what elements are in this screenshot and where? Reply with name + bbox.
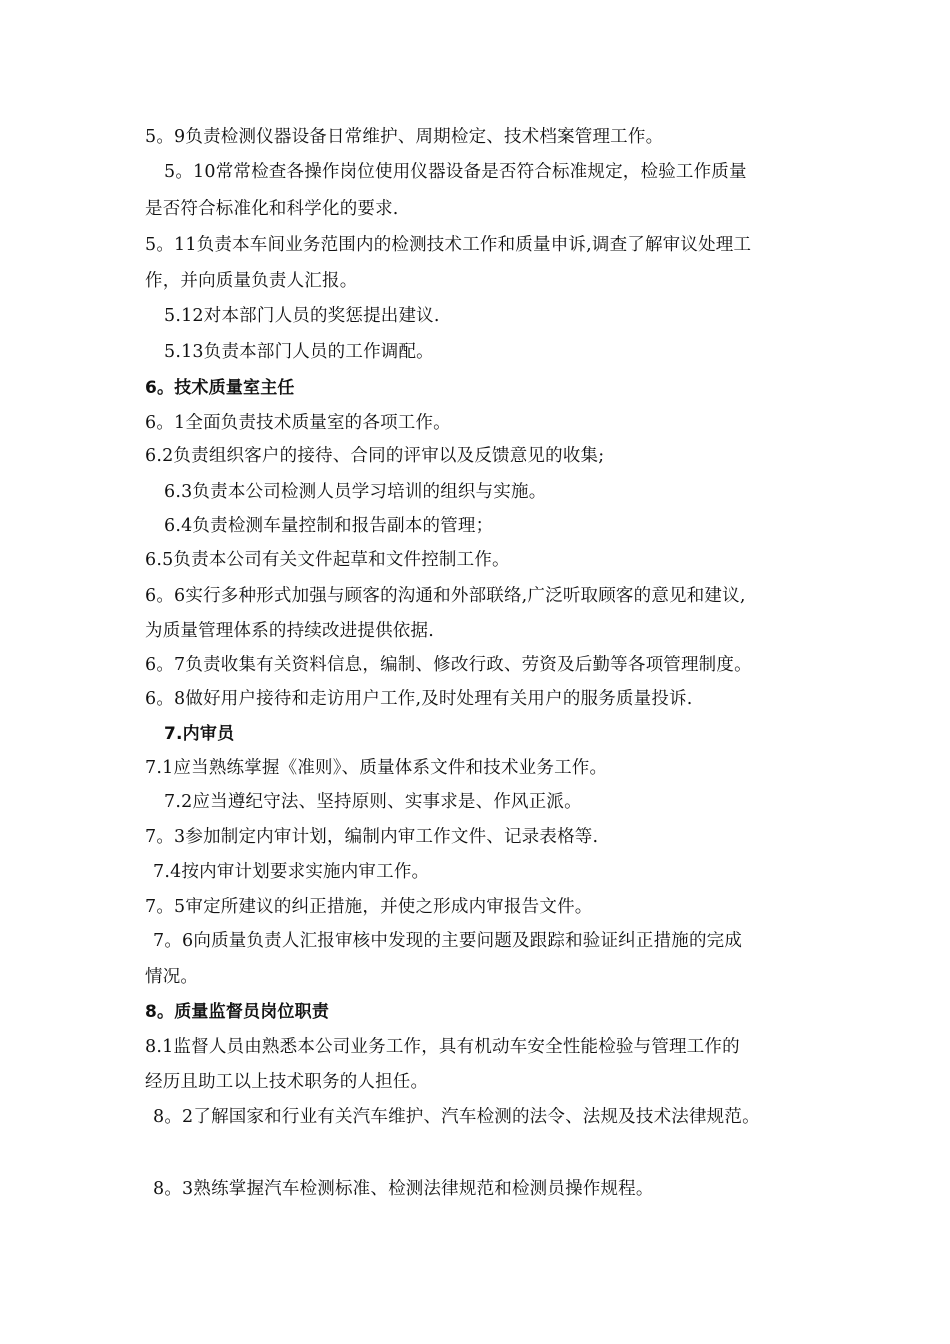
text-line-8-1-cont: 经历且助工以上技术职务的人担任。 bbox=[145, 1072, 429, 1092]
text-line-7-2: 7.2应当遵纪守法、坚持原则、实事求是、作风正派。 bbox=[164, 792, 582, 812]
text-line-6-8: 6。8做好用户接待和走访用户工作,及时处理有关用户的服务质量投诉. bbox=[145, 689, 693, 709]
text-line-6-6-cont: 为质量管理体系的持续改进提供依据. bbox=[145, 621, 434, 641]
text-line-6-4: 6.4负责检测车量控制和报告副本的管理； bbox=[164, 516, 494, 536]
section-heading-6: 6。技术质量室主任 bbox=[145, 378, 295, 398]
text-line-5-11-cont: 作，并向质量负责人汇报。 bbox=[145, 271, 358, 291]
text-line-8-1: 8.1监督人员由熟悉本公司业务工作，具有机动车安全性能检验与管理工作的 bbox=[145, 1037, 740, 1057]
text-line-5-10-cont: 是否符合标准化和科学化的要求. bbox=[145, 199, 399, 219]
text-line-6-3: 6.3负责本公司检测人员学习培训的组织与实施。 bbox=[164, 482, 547, 502]
text-line-5-12: 5.12对本部门人员的奖惩提出建议. bbox=[164, 306, 440, 326]
text-line-7-5: 7。5审定所建议的纠正措施，并使之形成内审报告文件。 bbox=[145, 897, 593, 917]
text-line-5-10: 5。10常常检查各操作岗位使用仪器设备是否符合标准规定，检验工作质量 bbox=[164, 162, 747, 182]
text-line-7-1: 7.1应当熟练掌握《准则》、质量体系文件和技术业务工作。 bbox=[145, 758, 608, 778]
text-line-6-6: 6。6实行多种形式加强与顾客的沟通和外部联络,广泛听取顾客的意见和建议, bbox=[145, 586, 746, 606]
text-line-8-2: 8。2了解国家和行业有关汽车维护、汽车检测的法令、法规及技术法律规范。 bbox=[153, 1107, 760, 1127]
text-line-5-9: 5。9负责检测仪器设备日常维护、周期检定、技术档案管理工作。 bbox=[145, 127, 664, 147]
section-heading-7: 7.内审员 bbox=[164, 724, 235, 744]
text-line-6-5: 6.5负责本公司有关文件起草和文件控制工作。 bbox=[145, 550, 510, 570]
text-line-7-6: 7。6向质量负责人汇报审核中发现的主要问题及跟踪和验证纠正措施的完成 bbox=[153, 931, 743, 951]
section-heading-8: 8。质量监督员岗位职责 bbox=[145, 1002, 330, 1022]
text-line-5-13: 5.13负责本部门人员的工作调配。 bbox=[164, 342, 434, 362]
text-line-7-6-cont: 情况。 bbox=[145, 967, 199, 987]
text-line-6-1: 6。1全面负责技术质量室的各项工作。 bbox=[145, 413, 451, 433]
text-line-6-2: 6.2负责组织客户的接待、合同的评审以及反馈意见的收集; bbox=[145, 446, 605, 466]
text-line-7-3: 7。3参加制定内审计划，编制内审工作文件、记录表格等. bbox=[145, 827, 599, 847]
text-line-8-3: 8。3熟练掌握汽车检测标准、检测法律规范和检测员操作规程。 bbox=[153, 1179, 654, 1199]
text-line-6-7: 6。7负责收集有关资料信息，编制、修改行政、劳资及后勤等各项管理制度。 bbox=[145, 655, 752, 675]
text-line-7-4: 7.4按内审计划要求实施内审工作。 bbox=[153, 862, 430, 882]
text-line-5-11: 5。11负责本车间业务范围内的检测技术工作和质量申诉,调查了解审议处理工 bbox=[145, 235, 752, 255]
